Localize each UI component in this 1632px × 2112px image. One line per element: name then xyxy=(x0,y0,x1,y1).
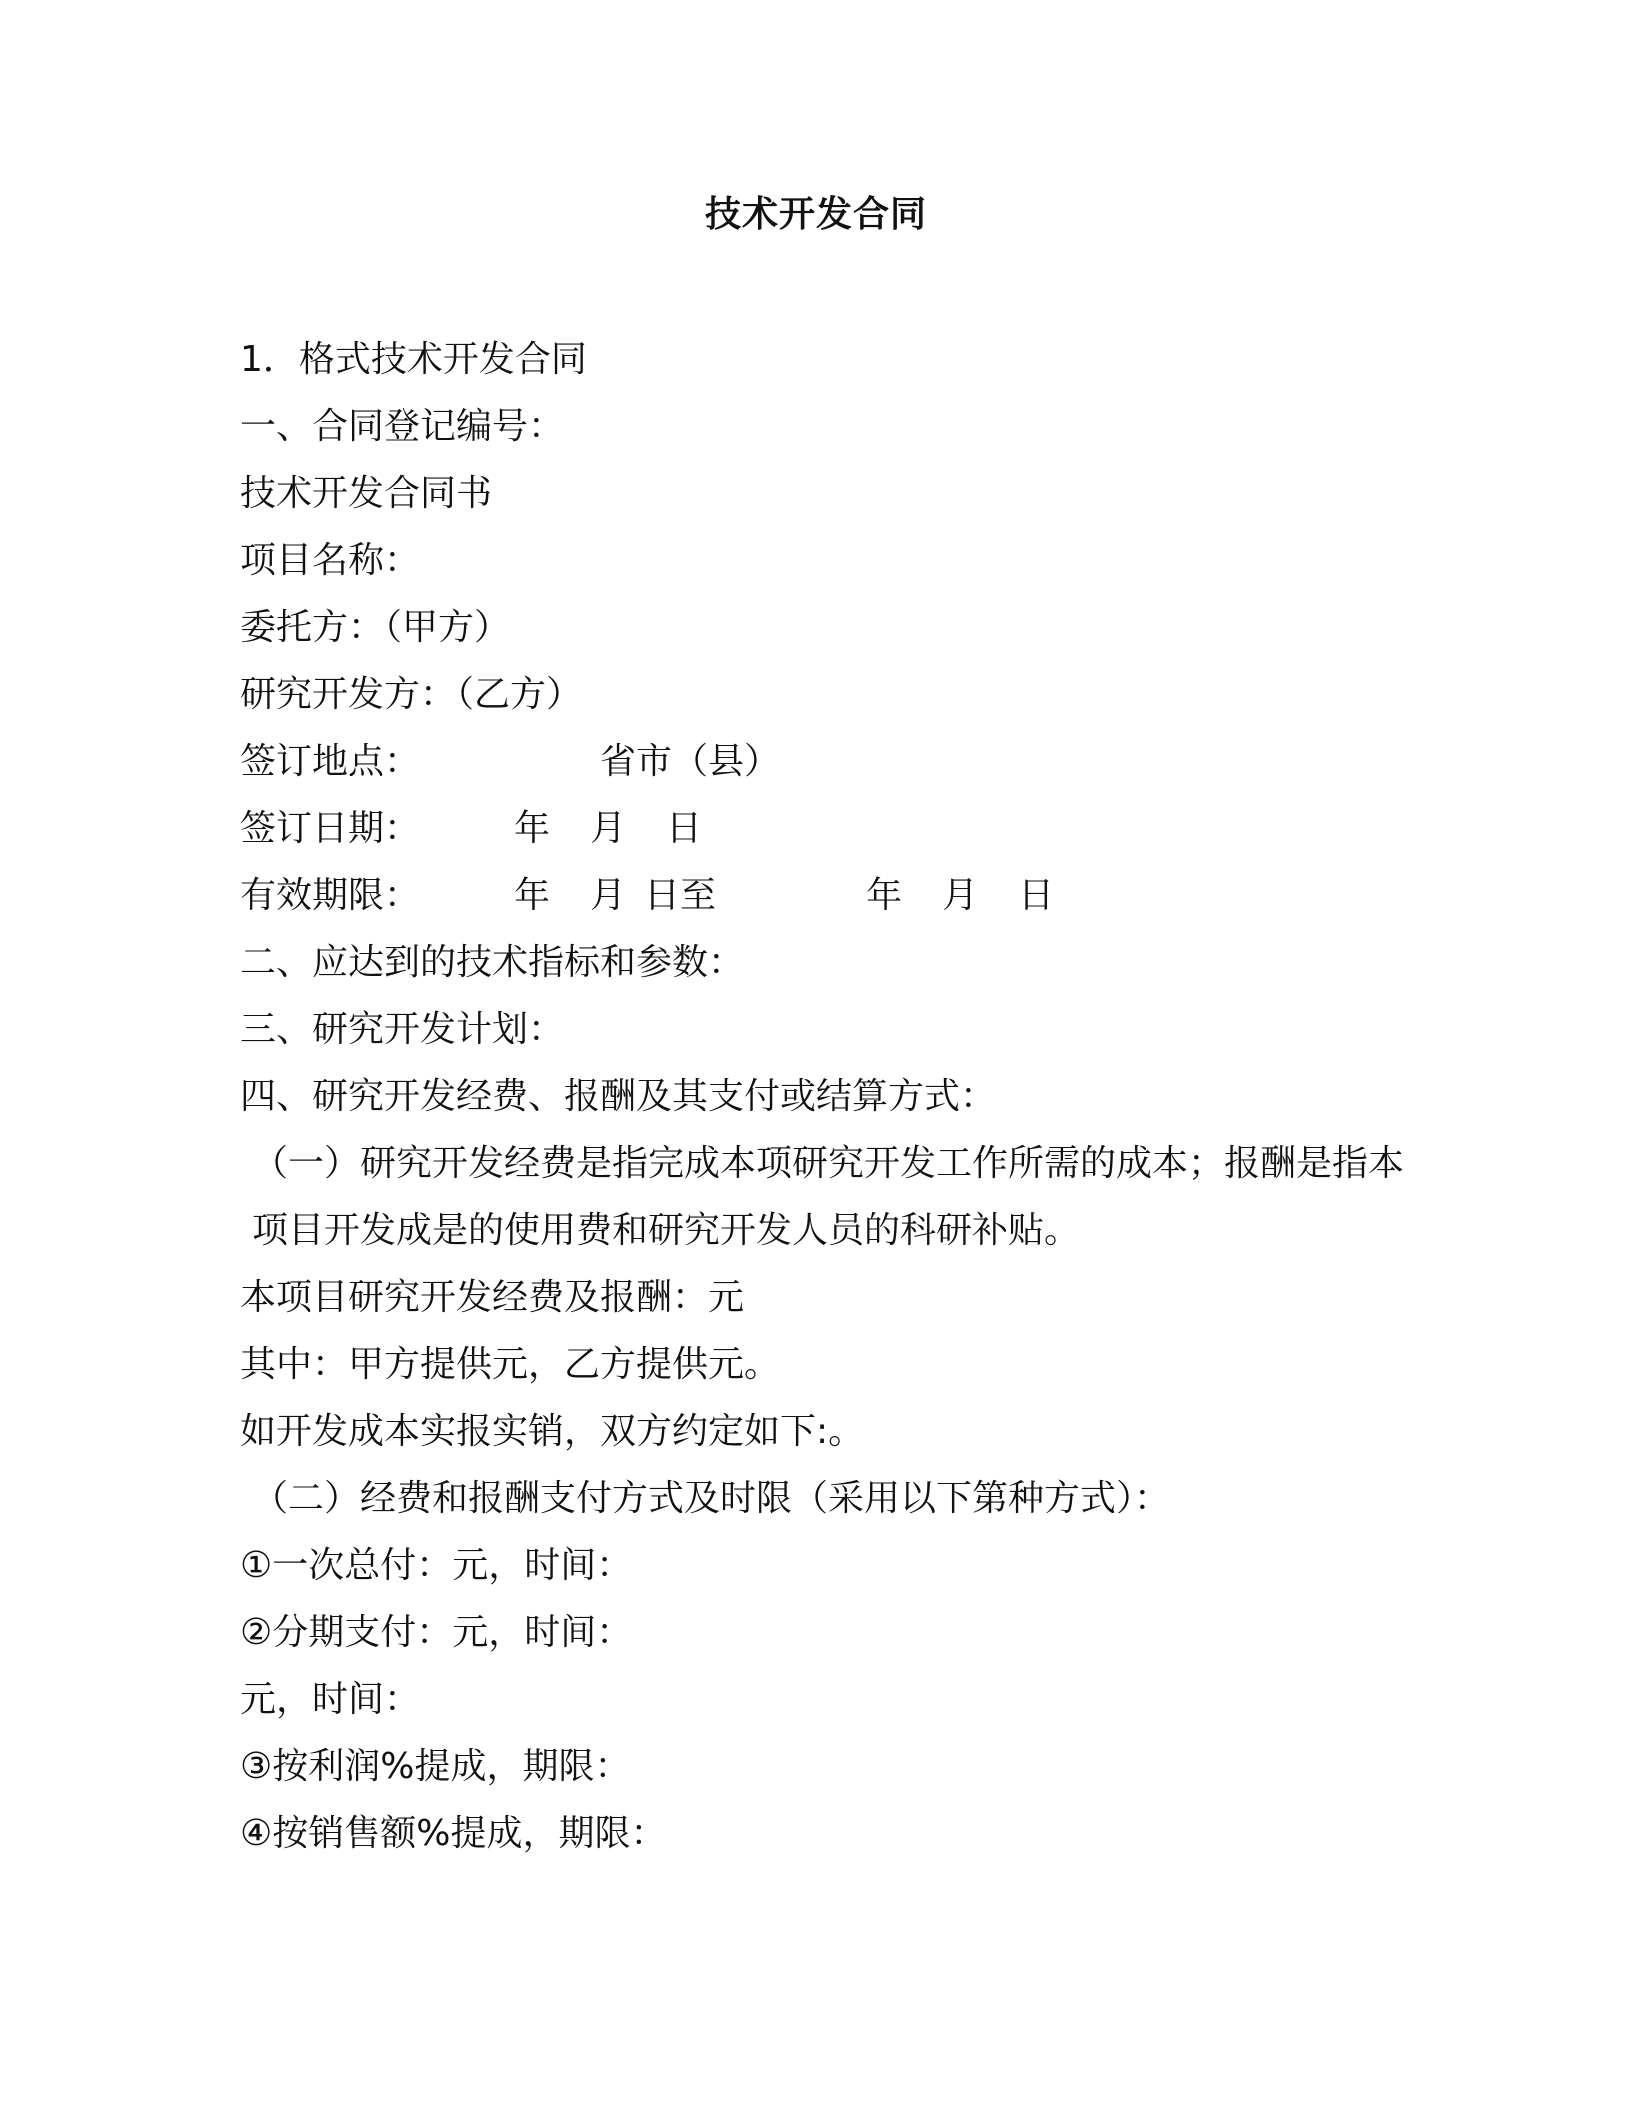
contract-registration-number: 一、合同登记编号： xyxy=(240,406,565,447)
document-title: 技术开发合同 xyxy=(704,194,927,235)
installment-payment: ②分期支付：元，时间： xyxy=(240,1612,633,1653)
month-label: 月 xyxy=(590,808,627,849)
project-name: 项目名称： xyxy=(240,540,421,581)
developer-party: 研究开发方：（乙方） xyxy=(240,674,583,715)
signing-date xyxy=(240,795,1420,862)
funding-total: 本项目研究开发经费及报酬：元 xyxy=(240,1277,745,1318)
sales-share-payment: ④按销售额%提成，期限： xyxy=(240,1813,667,1854)
actual-cost-agreement: 如开发成本实报实销，双方约定如下:。 xyxy=(240,1411,865,1452)
start-month-label: 月 xyxy=(590,875,627,916)
document-body xyxy=(240,326,1420,1867)
payment-method-heading: （二）经费和报酬支付方式及时限（采用以下第种方式）： xyxy=(252,1478,1171,1519)
lump-sum-payment: ①一次总付：元，时间： xyxy=(240,1545,633,1586)
technical-indicators-heading: 二、应达到的技术指标和参数： xyxy=(240,942,745,983)
profit-share-payment: ③按利润%提成，期限： xyxy=(240,1746,631,1787)
contract-book-title: 技术开发合同书 xyxy=(240,473,493,514)
development-plan-heading: 三、研究开发计划： xyxy=(240,1009,565,1050)
validity-period-label: 有效期限： xyxy=(240,875,421,916)
signing-location xyxy=(240,728,1420,795)
start-year-label: 年 xyxy=(514,875,551,916)
installment-payment-continued: 元，时间： xyxy=(240,1679,421,1720)
signing-location-label: 签订地点： xyxy=(240,741,421,782)
year-label: 年 xyxy=(514,808,551,849)
end-day-label: 日 xyxy=(1018,875,1055,916)
start-day-to-label: 日至 xyxy=(644,875,717,916)
funding-payment-heading: 四、研究开发经费、报酬及其支付或结算方式： xyxy=(240,1076,997,1117)
section-heading: 1．格式技术开发合同 xyxy=(240,339,587,380)
signing-date-label: 签订日期： xyxy=(240,808,421,849)
funding-split: 其中：甲方提供元，乙方提供元。 xyxy=(240,1344,781,1385)
validity-period xyxy=(240,862,1420,929)
client-party: 委托方：（甲方） xyxy=(240,607,511,648)
end-month-label: 月 xyxy=(942,875,979,916)
end-year-label: 年 xyxy=(866,875,903,916)
province-city-county: 省市（县） xyxy=(600,741,781,782)
funding-definition-paragraph: （一）研究开发经费是指完成本项研究开发工作所需的成本；报酬是指本项目开发成是的使用费和研究开发人员的科研补贴。 xyxy=(252,1143,1405,1251)
day-label: 日 xyxy=(666,808,703,849)
